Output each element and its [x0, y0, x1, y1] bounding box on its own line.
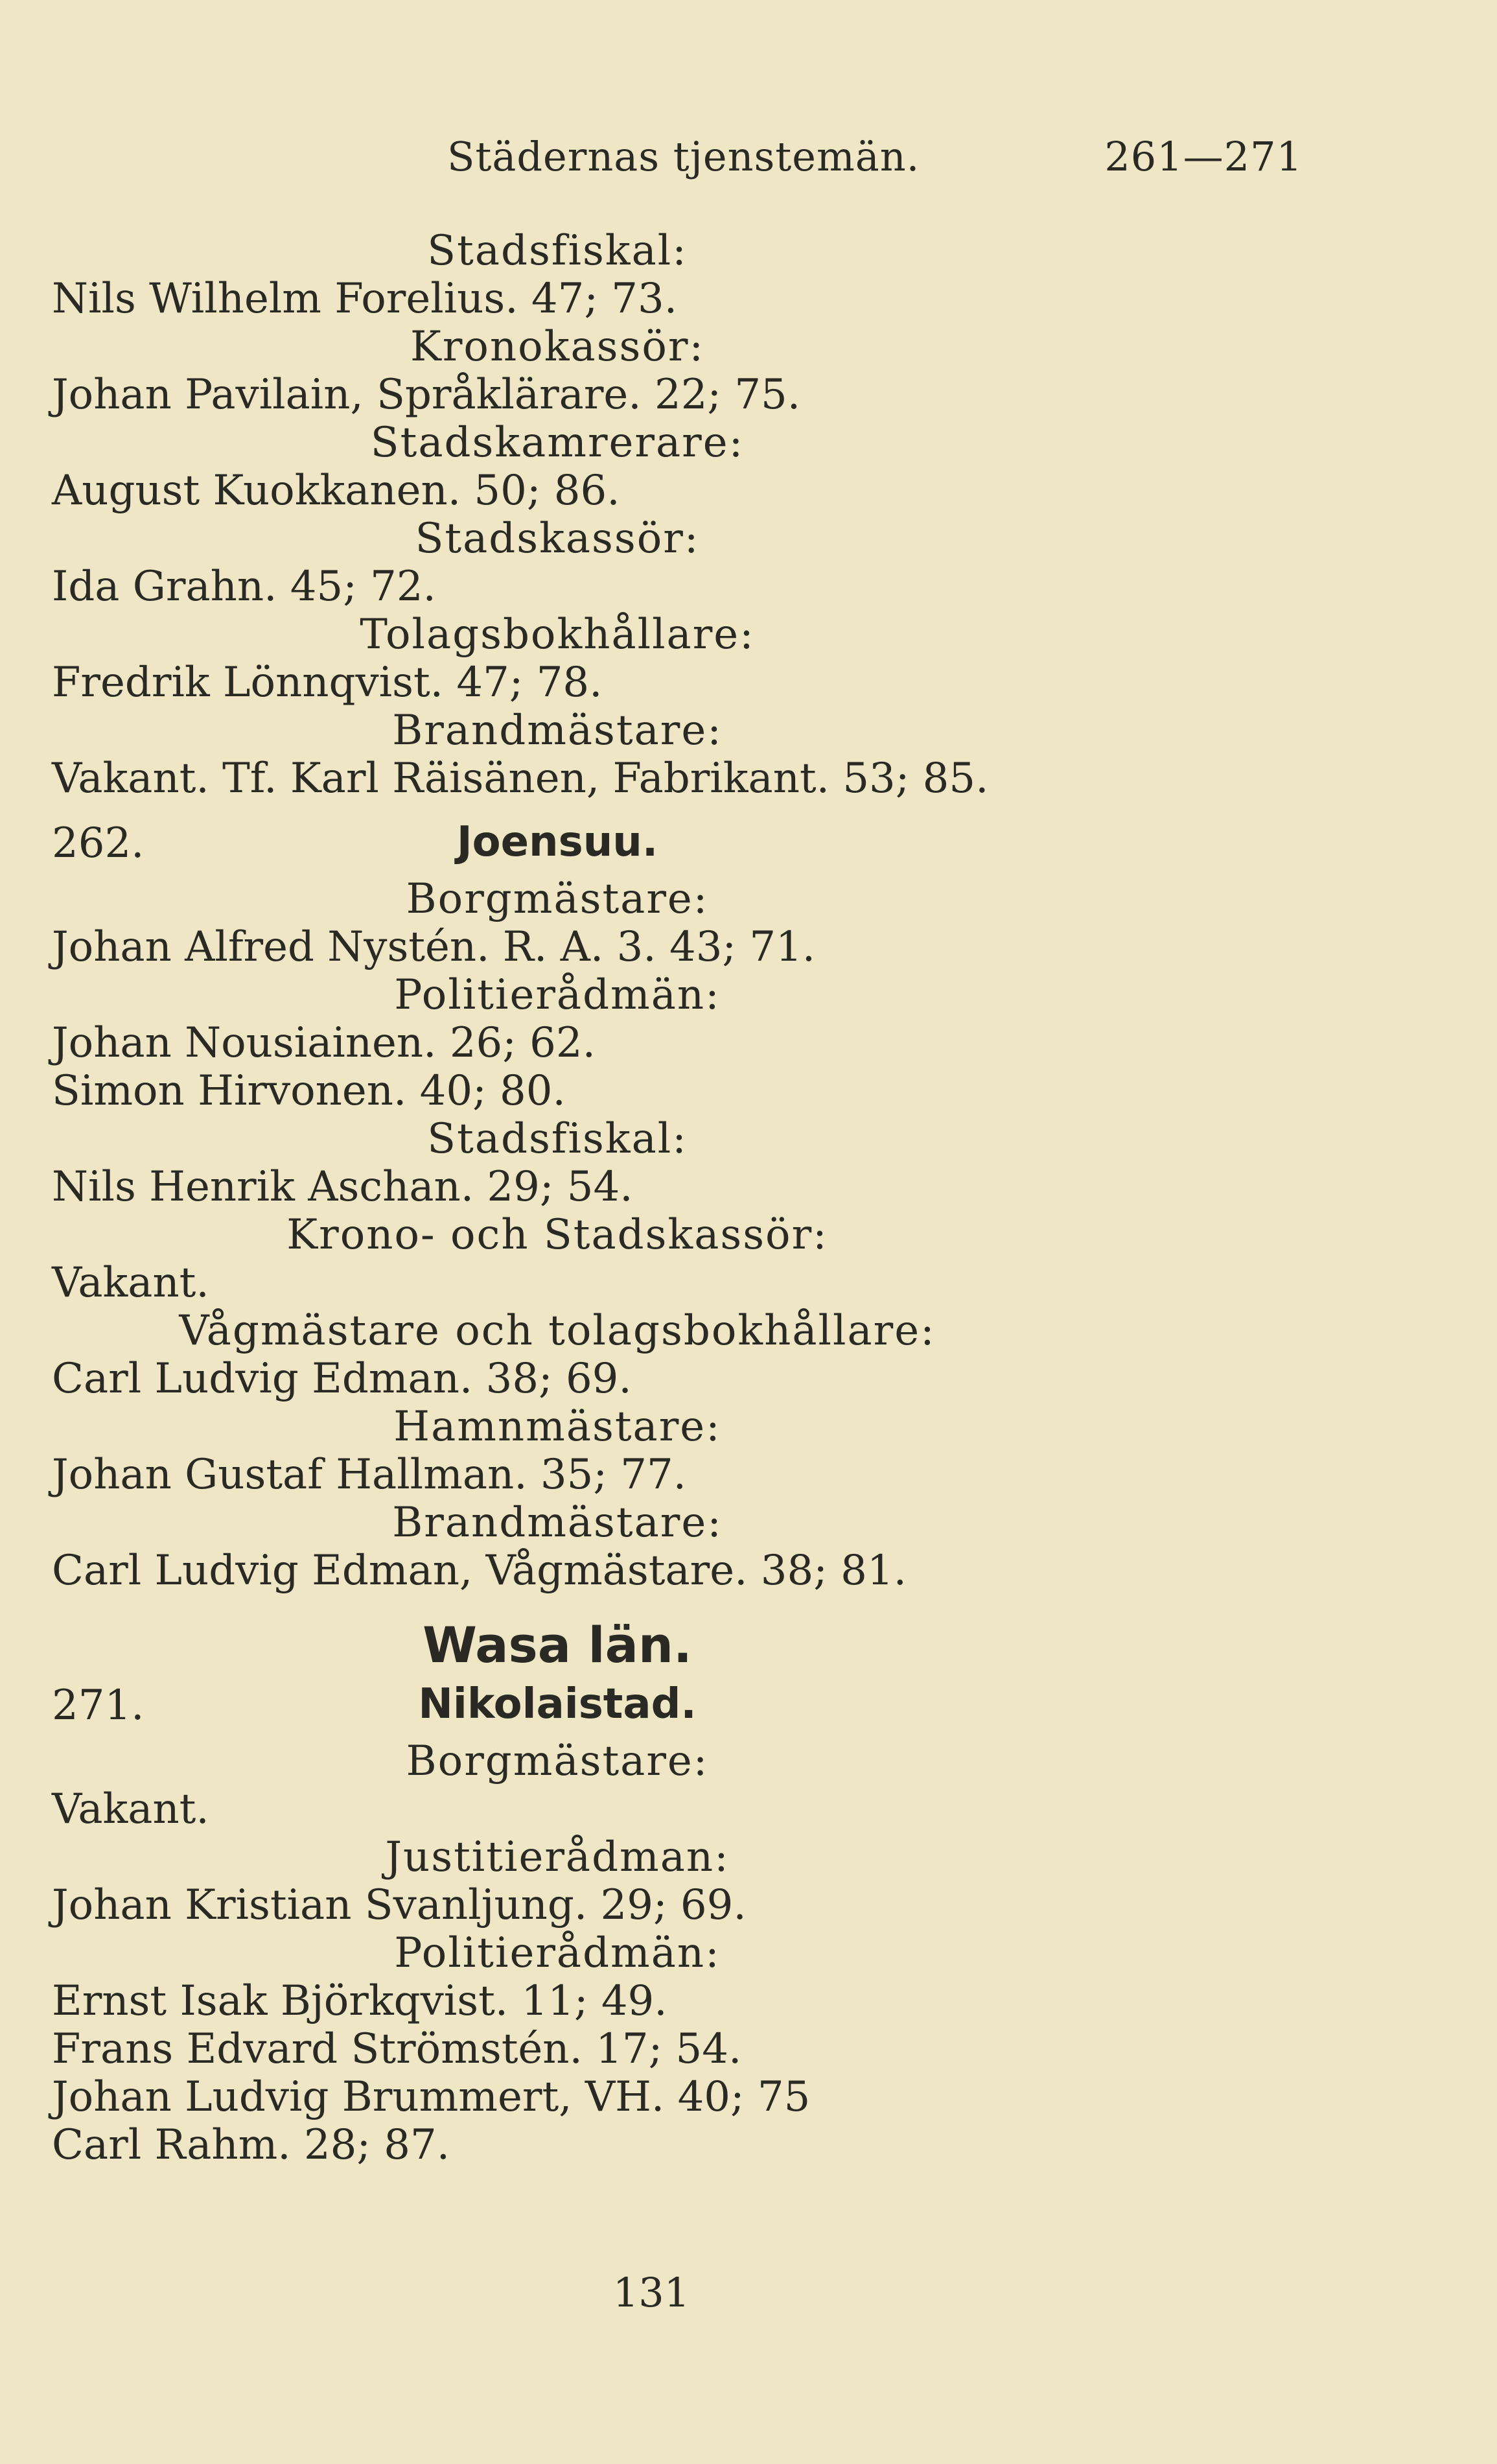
person-entry: Simon Hirvonen. 40; 80.: [52, 1067, 566, 1115]
office-heading: Krono- och Stadskassör:: [286, 1211, 828, 1259]
office-heading: Hamnmästare:: [393, 1403, 721, 1451]
section-number: 271.: [52, 1682, 145, 1730]
running-head-range: 261—271: [1104, 133, 1303, 180]
person-entry: Vakant.: [52, 1785, 209, 1833]
office-block: [52, 1307, 1115, 1403]
province-heading: Wasa län.: [423, 1616, 692, 1674]
person-entry: Johan Gustaf Hallman. 35; 77.: [52, 1451, 686, 1499]
person-entry: Frans Edvard Strömstén. 17; 54.: [52, 2025, 742, 2073]
office-block: [52, 1403, 1115, 1499]
office-block: [52, 419, 1115, 515]
office-block: [52, 875, 1115, 971]
office-heading: Brandmästare:: [392, 707, 723, 755]
person-entry: Nils Wilhelm Forelius. 47; 73.: [52, 275, 678, 323]
person-entry: Ida Grahn. 45; 72.: [52, 563, 436, 611]
person-entry: Vakant. Tf. Karl Räisänen, Fabrikant. 53; 85.: [52, 755, 989, 803]
office-heading: Politierådmän:: [394, 971, 721, 1019]
person-entry: Fredrik Lönnqvist. 47; 78.: [52, 659, 603, 707]
running-head: [447, 133, 1303, 191]
office-block: [52, 1499, 1115, 1595]
body-text: [52, 227, 1115, 2169]
person-entry: Johan Nousiainen. 26; 62.: [52, 1019, 596, 1067]
page-number: 131: [612, 2269, 690, 2316]
person-entry: Johan Ludvig Brummert, VH. 40; 75: [52, 2073, 811, 2121]
office-heading: Politierådmän:: [394, 1929, 721, 1977]
office-block: [52, 1115, 1115, 1211]
running-head-title: Städernas tjenstemän.: [447, 133, 920, 180]
town-name: Joensuu.: [456, 818, 658, 866]
office-heading: Tolagsbokhållare:: [360, 611, 755, 659]
person-entry: Johan Pavilain, Språklärare. 22; 75.: [52, 371, 801, 419]
office-heading: Brandmästare:: [392, 1499, 723, 1547]
person-entry: Carl Ludvig Edman, Vågmästare. 38; 81.: [52, 1547, 907, 1595]
office-block: [52, 611, 1115, 707]
office-block: [52, 971, 1115, 1115]
office-heading: Vågmästare och tolagsbokhållare:: [179, 1307, 936, 1355]
office-heading: Stadskassör:: [415, 515, 700, 563]
person-entry: Carl Ludvig Edman. 38; 69.: [52, 1355, 632, 1403]
town-section-header: [52, 1676, 1115, 1737]
office-heading: Stadskamrerare:: [370, 419, 745, 467]
town-name: Nikolaistad.: [418, 1680, 697, 1728]
town-section-header: [52, 814, 1115, 875]
office-block: [52, 1929, 1115, 2169]
office-heading: Kronokassör:: [410, 323, 704, 371]
office-heading: Stadsfiskal:: [427, 227, 688, 275]
office-heading: Justitierådman:: [385, 1833, 730, 1881]
office-block: [52, 227, 1115, 323]
person-entry: August Kuokkanen. 50; 86.: [52, 467, 620, 515]
office-block: [52, 323, 1115, 419]
office-heading: Borgmästare:: [406, 1737, 709, 1785]
section-number: 262.: [52, 819, 145, 867]
person-entry: Ernst Isak Björkqvist. 11; 49.: [52, 1977, 667, 2025]
person-entry: Carl Rahm. 28; 87.: [52, 2121, 450, 2169]
office-block: [52, 1211, 1115, 1307]
office-heading: Borgmästare:: [406, 875, 709, 923]
person-entry: Johan Alfred Nystén. R. A. 3. 43; 71.: [52, 923, 816, 971]
person-entry: Nils Henrik Aschan. 29; 54.: [52, 1163, 633, 1211]
office-block: [52, 515, 1115, 611]
person-entry: Johan Kristian Svanljung. 29; 69.: [52, 1881, 747, 1929]
office-block: [52, 707, 1115, 803]
person-entry: Vakant.: [52, 1259, 209, 1307]
office-heading: Stadsfiskal:: [427, 1115, 688, 1163]
office-block: [52, 1737, 1115, 1833]
office-block: [52, 1833, 1115, 1929]
